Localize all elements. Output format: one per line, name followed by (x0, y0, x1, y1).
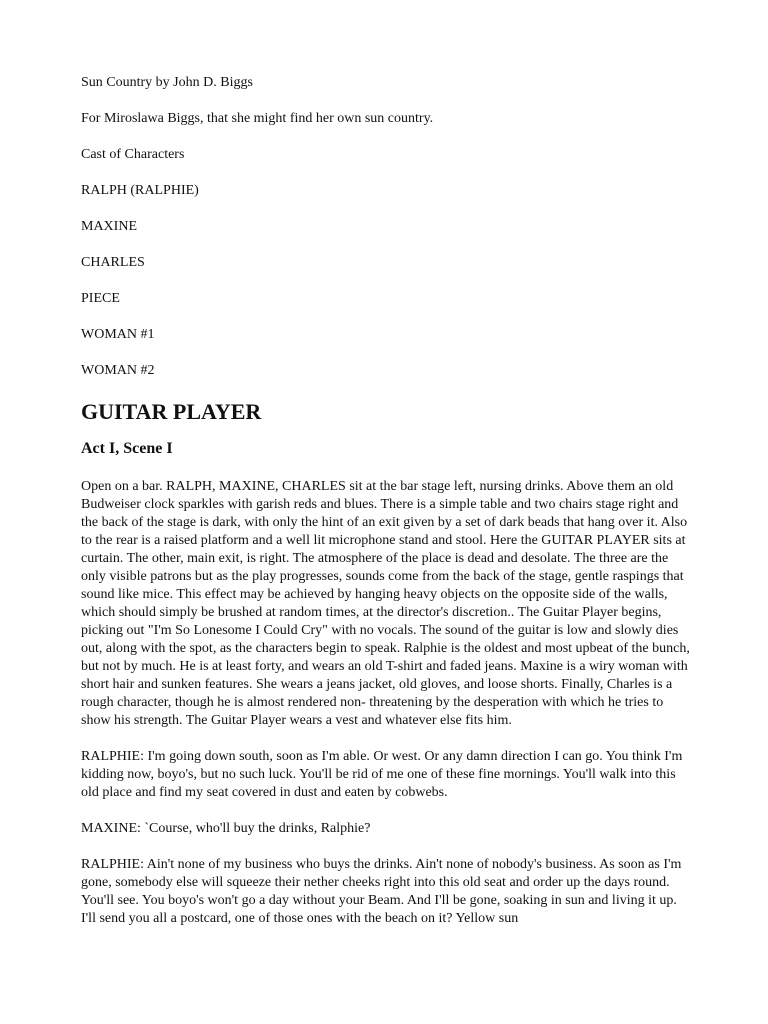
heading-act-scene: Act I, Scene I (81, 440, 173, 457)
dialogue-paragraph-maxine-1: MAXINE: `Course, who'll buy the drinks, Ralphie? (81, 821, 371, 836)
stage-direction-paragraph: Open on a bar. RALPH, MAXINE, CHARLES sit at the bar stage left, nursing drinks. Above them an old Budweiser clock sparkles with garish reds and blues. There is a simple table and two chairs stage right and the back of the stage is dark, with only the hint of an exit given by a set of dark beads that hang over it. Also to the rear is a raised platform and a well lit microphone stand and stool. Here the GUITAR PLAYER sits at curtain. The other, main exit, is right. The atmosphere of the place is dead and desolate. The three are the only visible patrons but as the play progresses, sounds come from the back of the stage, gentle raspings that sound like mice. This effect may be achieved by hanging heavy objects on the opposite side of the walls, which should simply be brushed at random times, at the director's discretion.. The Guitar Player begins, picking out "I'm So Lonesome I Could Cry" with no vocals. The sound of the guitar is low and slowly dies out, along with the spot, as the characters begin to speak. Ralphie is the oldest and most upbeat of the bunch, but not by much. He is at least forty, and wears an old T-shirt and faded jeans. Maxine is a wiry woman with short hair and sunken features. She wears a jeans jacket, old gloves, and loose shorts. Finally, Charles is a rough character, though he is almost rendered non- threatening by the desperation with which he tries to show his strength. The Guitar Player wears a vest and whatever else fits him. (81, 479, 690, 728)
cast-item-piece: PIECE (81, 291, 120, 306)
cast-item-ralph: RALPH (RALPHIE) (81, 183, 199, 198)
cast-item-woman-2: WOMAN #2 (81, 363, 155, 378)
cast-item-charles: CHARLES (81, 255, 145, 270)
dialogue-paragraph-ralphie-2: RALPHIE: Ain't none of my business who buys the drinks. Ain't none of nobody's business. As soon as I'm gone, somebody else will squeeze their nether cheeks right into this old seat and order up the days round. You'll see. You boyo's won't go a day without your Beam. And I'll be gone, soaking in sun and living it up. I'll send you all a postcard, one of those ones with the beach on it? Yellow sun (81, 857, 682, 926)
cast-item-woman-1: WOMAN #1 (81, 327, 155, 342)
cast-item-maxine: MAXINE (81, 219, 137, 234)
title-line: Sun Country by John D. Biggs (81, 75, 253, 90)
cast-heading: Cast of Characters (81, 147, 185, 162)
dedication-line: For Miroslawa Biggs, that she might find her own sun country. (81, 111, 434, 126)
heading-guitar-player: GUITAR PLAYER (81, 399, 262, 424)
document-page (81, 74, 693, 946)
dialogue-paragraph-ralphie-1: RALPHIE: I'm going down south, soon as I'm able. Or west. Or any damn direction I can go. You think I'm kidding now, boyo's, but no such luck. You'll be rid of me one of these fine mornings. You'll walk into this old place and find my seat covered in dust and eaten by cobwebs. (81, 749, 683, 800)
